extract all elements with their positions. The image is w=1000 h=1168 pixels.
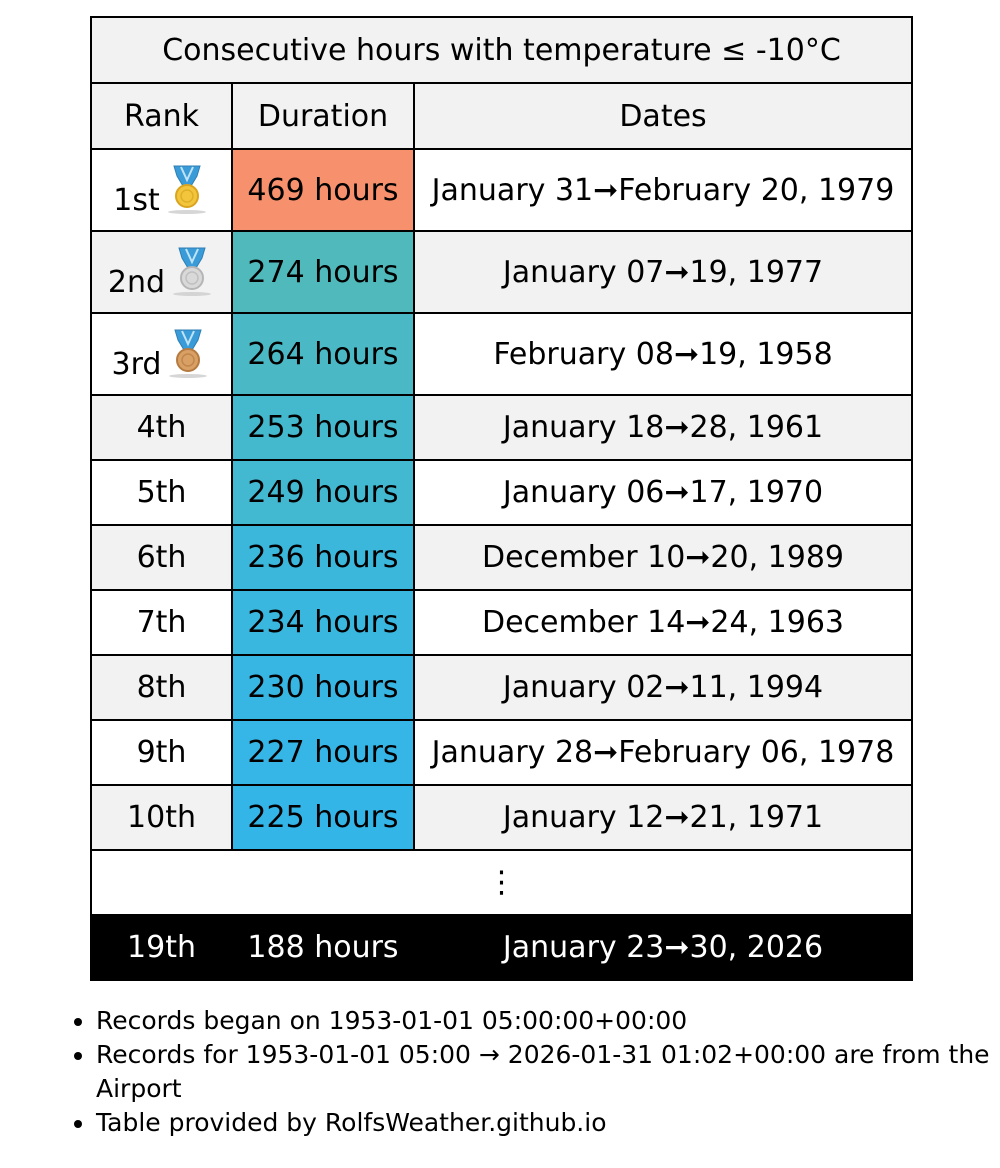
rank-cell: 7th <box>91 590 232 655</box>
rank-cell: 10th <box>91 785 232 850</box>
rank-label: 3rd <box>111 346 162 382</box>
dates-cell: January 18➞28, 1961 <box>414 395 912 460</box>
table-body <box>91 149 912 850</box>
table-row <box>91 460 912 525</box>
duration-cell: 225 hours <box>232 785 414 850</box>
duration-cell: 253 hours <box>232 395 414 460</box>
table-title-row <box>91 17 912 83</box>
table-header-row <box>91 83 912 149</box>
table-row <box>91 785 912 850</box>
duration-cell: 227 hours <box>232 720 414 785</box>
table-row <box>91 655 912 720</box>
rank-label: 2nd <box>107 264 166 300</box>
silver-medal-icon <box>169 246 215 298</box>
duration-cell: 234 hours <box>232 590 414 655</box>
duration-cell: 249 hours <box>232 460 414 525</box>
table-row <box>91 720 912 785</box>
duration-cell: 469 hours <box>232 149 414 231</box>
table-row <box>91 313 912 395</box>
records-table-container <box>90 16 911 981</box>
note-item: • Records began on 1953-01-01 05:00:00+00:00 <box>96 1004 1000 1038</box>
current-duration: 188 hours <box>232 915 414 980</box>
dates-cell: January 06➞17, 1970 <box>414 460 912 525</box>
current-rank: 19th <box>91 915 232 980</box>
table-row <box>91 231 912 313</box>
current-row <box>91 915 912 980</box>
duration-cell: 236 hours <box>232 525 414 590</box>
rank-cell: 8th <box>91 655 232 720</box>
dates-cell: January 02➞11, 1994 <box>414 655 912 720</box>
ellipsis: ⋮ <box>91 850 912 915</box>
rank-label: 1st <box>113 182 160 218</box>
duration-cell: 264 hours <box>232 313 414 395</box>
duration-cell: 274 hours <box>232 231 414 313</box>
duration-cell: 230 hours <box>232 655 414 720</box>
dates-cell: December 10➞20, 1989 <box>414 525 912 590</box>
header-rank: Rank <box>91 83 232 149</box>
rank-cell <box>91 313 232 395</box>
rank-with-medal <box>112 328 212 380</box>
rank-cell <box>91 149 232 231</box>
table-title: Consecutive hours with temperature ≤ -10°C <box>91 17 912 83</box>
rank-cell: 6th <box>91 525 232 590</box>
table-row <box>91 395 912 460</box>
rank-cell: 4th <box>91 395 232 460</box>
note-item: • Table provided by RolfsWeather.github.io <box>96 1106 1000 1140</box>
dates-cell: January 31➞February 20, 1979 <box>414 149 912 231</box>
notes-list <box>48 1004 1000 1140</box>
table-row <box>91 149 912 231</box>
table-row <box>91 590 912 655</box>
current-dates: January 23➞30, 2026 <box>414 915 912 980</box>
rank-with-medal <box>113 164 209 216</box>
note-item: • Records for 1953-01-01 05:00 → 2026-01-31 01:02+00:00 are from the Airport <box>96 1038 1000 1106</box>
ellipsis-row <box>91 850 912 915</box>
rank-cell: 9th <box>91 720 232 785</box>
dates-cell: January 28➞February 06, 1978 <box>414 720 912 785</box>
rank-cell: 5th <box>91 460 232 525</box>
bronze-medal-icon <box>165 328 211 380</box>
header-dates: Dates <box>414 83 912 149</box>
gold-medal-icon <box>164 164 210 216</box>
dates-cell: February 08➞19, 1958 <box>414 313 912 395</box>
rank-with-medal <box>108 246 215 298</box>
rank-cell <box>91 231 232 313</box>
records-table <box>90 16 913 981</box>
dates-cell: January 07➞19, 1977 <box>414 231 912 313</box>
header-duration: Duration <box>232 83 414 149</box>
table-row <box>91 525 912 590</box>
dates-cell: December 14➞24, 1963 <box>414 590 912 655</box>
dates-cell: January 12➞21, 1971 <box>414 785 912 850</box>
